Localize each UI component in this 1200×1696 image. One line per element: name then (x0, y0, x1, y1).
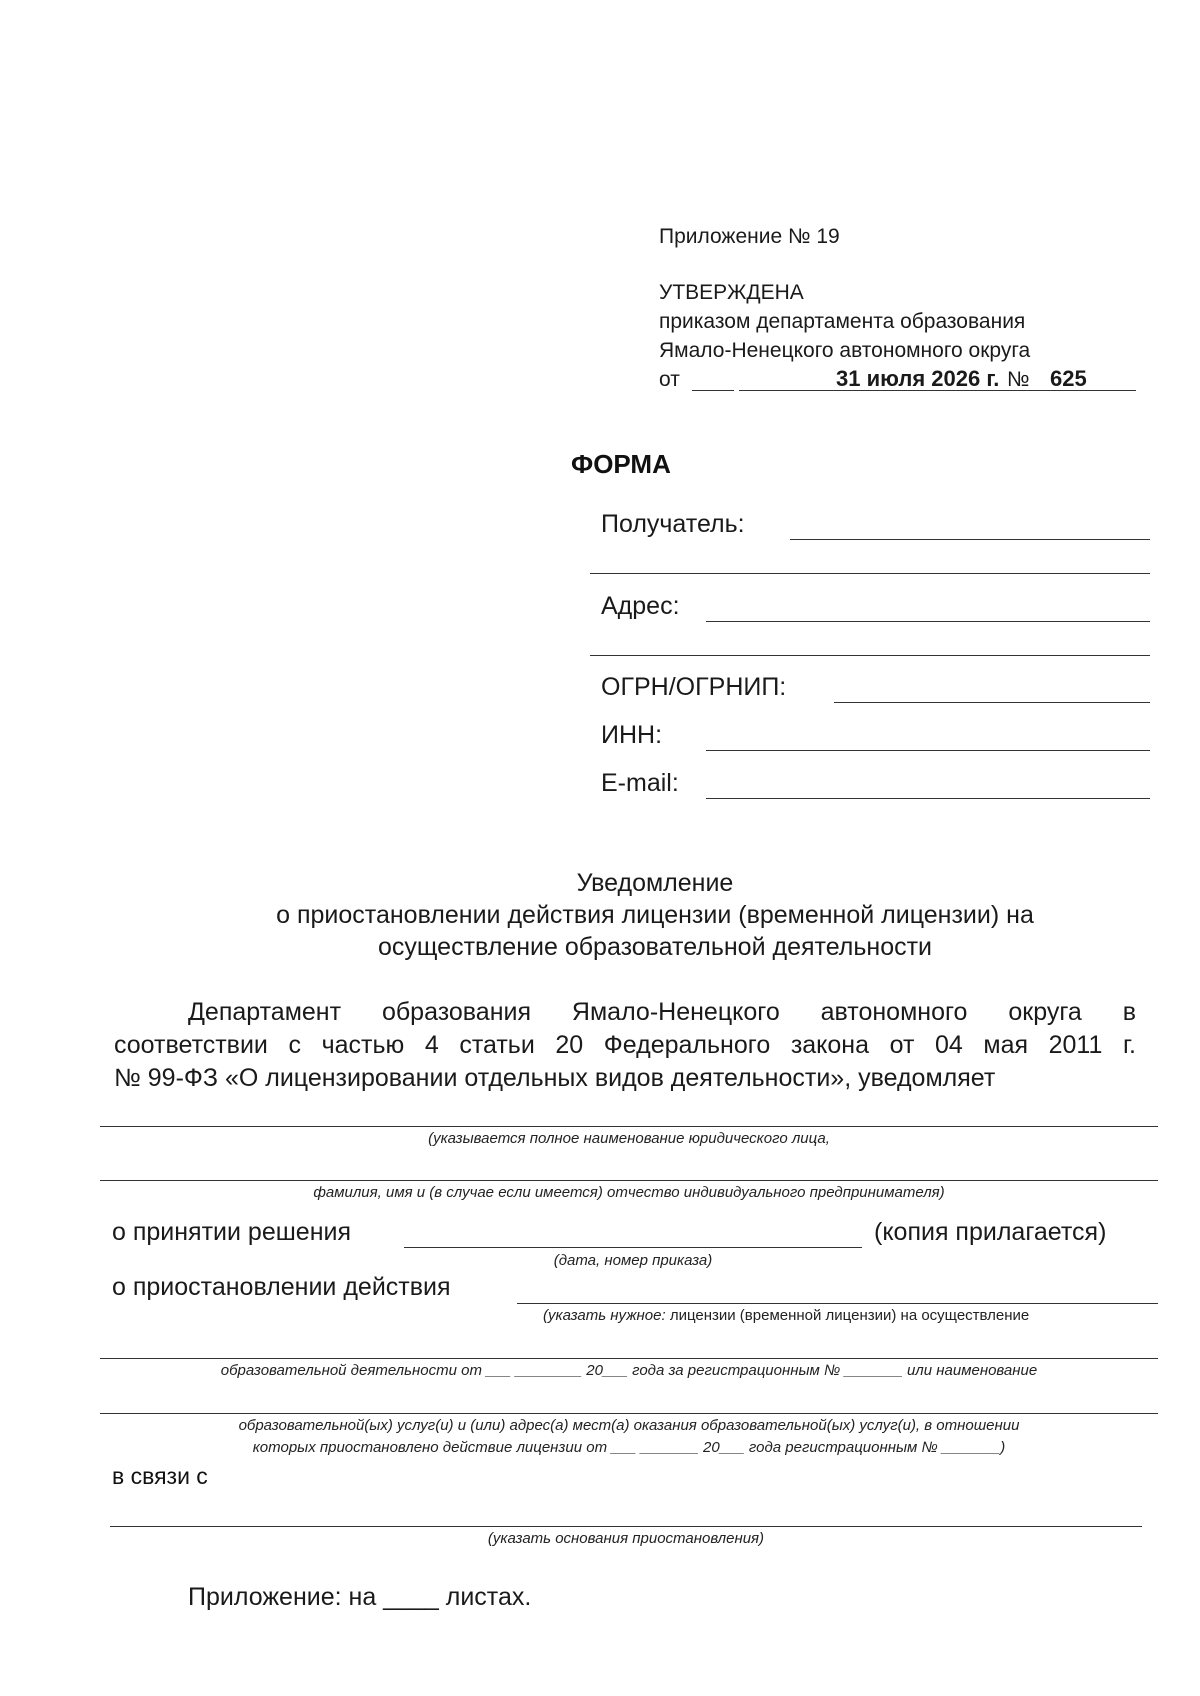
suspension-label: о приостановлении действия (112, 1273, 451, 1301)
order-line-1: приказом департамента образования (659, 310, 1026, 333)
decision-date-hint: (дата, номер приказа) (553, 1252, 713, 1269)
address-field-line-2[interactable] (590, 655, 1150, 656)
address-label: Адрес: (601, 592, 680, 620)
notice-subtitle-2: осуществление образовательной деятельности (377, 933, 933, 961)
approved-label: УТВЕРЖДЕНА (659, 281, 804, 304)
suspension-hint (543, 1307, 1029, 1324)
entity-name-field[interactable] (100, 1126, 1158, 1127)
order-day-underline (692, 390, 734, 391)
activity-field[interactable] (100, 1358, 1158, 1359)
suspension-hint-rest: лицензии (временной лицензии) на осуществление (669, 1307, 1030, 1324)
entity-name-field-line-2[interactable] (100, 1180, 1158, 1181)
inn-label: ИНН: (601, 721, 663, 749)
paragraph-line-2: соответствии с частью 4 статьи 20 Федерального закона от 04 мая 2011 г. (114, 1031, 1136, 1059)
order-number-prefix: № (1007, 368, 1030, 391)
email-field[interactable] (706, 798, 1150, 799)
order-from-label: от (659, 368, 680, 391)
recipient-field-line-2[interactable] (590, 573, 1150, 574)
order-date: 31 июля 2026 г. (836, 366, 1000, 391)
recipient-field[interactable] (790, 539, 1150, 540)
email-label: E-mail: (601, 769, 679, 797)
entity-hint-1: (указывается полное наименование юридического лица, (428, 1130, 830, 1147)
form-title: ФОРМА (571, 449, 671, 479)
services-field[interactable] (100, 1413, 1158, 1414)
paragraph-line-3: № 99-ФЗ «О лицензировании отдельных видов деятельности», уведомляет (114, 1064, 996, 1092)
suspension-field[interactable] (517, 1303, 1158, 1304)
address-field[interactable] (706, 621, 1150, 622)
attachment-line: Приложение: на ____ листах. (188, 1583, 532, 1611)
order-line-2: Ямало-Ненецкого автономного округа (659, 339, 1031, 362)
decision-label: о принятии решения (112, 1218, 352, 1246)
order-number: 625 (1050, 366, 1087, 391)
inn-field[interactable] (706, 750, 1150, 751)
decision-date-field[interactable] (404, 1247, 862, 1248)
notice-title: Уведомление (576, 869, 734, 897)
ogrn-field[interactable] (834, 702, 1150, 703)
recipient-label: Получатель: (601, 510, 745, 538)
suspension-hint-choose: (указать нужное: (543, 1307, 666, 1324)
copy-attached: (копия прилагается) (874, 1218, 1107, 1246)
activity-hint: образовательной деятельности от ___ ________ 20___ года за регистрационным № _______ или наименование (220, 1362, 1038, 1379)
grounds-hint: (указать основания приостановления) (487, 1530, 765, 1547)
ogrn-label: ОГРН/ОГРНИП: (601, 673, 787, 701)
services-hint-2: которых приостановлено действие лицензии от ___ _______ 20___ года регистрационным № _______) (252, 1439, 1006, 1456)
services-hint-1: образовательной(ых) услуг(и) и (или) адрес(а) мест(а) оказания образовательной(ых) услуг(и), в отношении (238, 1417, 1020, 1434)
grounds-field[interactable] (110, 1526, 1142, 1527)
paragraph-line-1: Департамент образования Ямало-Ненецкого автономного округа в (188, 998, 1136, 1026)
notice-subtitle-1: о приостановлении действия лицензии (временной лицензии) на (276, 901, 1034, 929)
appendix-number: Приложение № 19 (659, 225, 840, 248)
entity-hint-2: фамилия, имя и (в случае если имеется) отчество индивидуального предпринимателя) (313, 1184, 945, 1201)
in-connection-label: в связи с (112, 1463, 208, 1489)
